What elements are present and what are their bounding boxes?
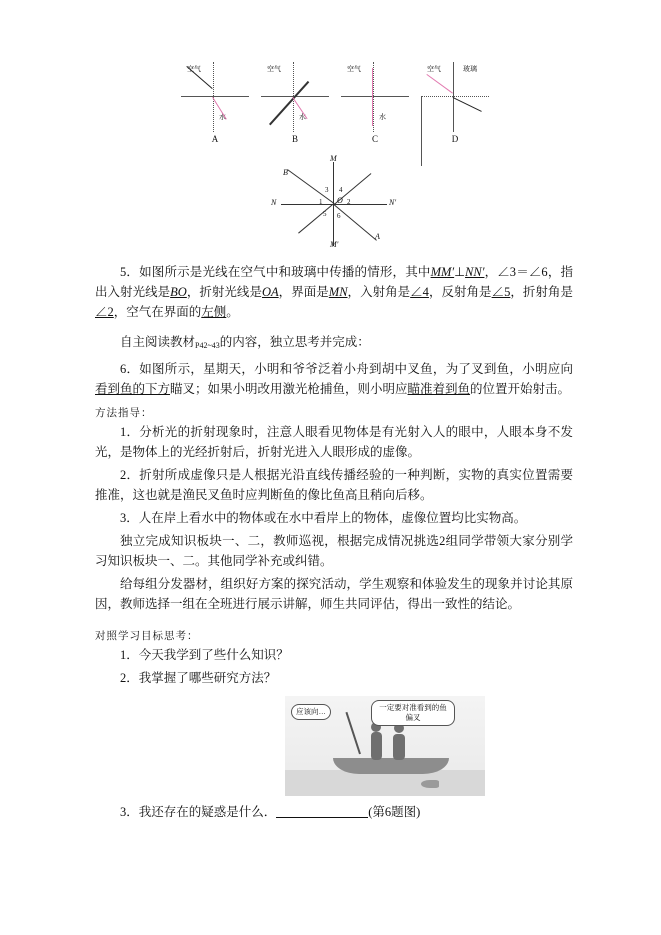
label-water: 水: [379, 114, 386, 121]
q5-text-8: ，空气在界面的: [113, 305, 202, 319]
method-guidance-item-3: 3．人在岸上看水中的物体或在水中看岸上的物体，虚像位置均比实物高。: [120, 511, 527, 525]
label-o: O: [337, 196, 343, 205]
normal-line: [373, 62, 374, 132]
figure-angle-diagram: [259, 156, 409, 252]
angle-1: 1: [319, 198, 323, 206]
method-guidance-item-2: 2．折射所成虚像只是人根据光沿直线传播经验的一种判断，实物的真实位置需要推准，这也就是渔民叉鱼时应判断鱼的像比鱼高且稍向后移。: [95, 468, 573, 502]
page-content: [95, 60, 573, 825]
q5-answer-bo: BO: [170, 285, 187, 299]
cartoon-boat: [333, 758, 449, 774]
q6-text-3: 的位置开始射击。: [470, 382, 571, 396]
q5-answer-left: 左侧: [201, 305, 227, 319]
reading-post: 的内容，独立思考并完成：: [219, 335, 370, 349]
label-n-prime: N': [389, 198, 397, 207]
reflection-item-1: 1．今天我学到了些什么知识？: [120, 648, 289, 662]
reading-pre: 自主阅读教材: [120, 335, 196, 349]
activity-paragraph-2: 给每组分发器材，组织好方案的探究活动，学生观察和体验发生的现象并讨论其原因，教师选择一组在全班进行展示讲解，师生共同评估，得出一致性的结论。: [95, 577, 573, 611]
q5-mm: MM′: [430, 265, 455, 279]
label-b: B: [283, 168, 288, 177]
normal-line: [421, 96, 489, 97]
label-water: 水: [299, 114, 306, 121]
label-n: N: [271, 198, 277, 207]
q5-nn: NN′: [465, 265, 485, 279]
q6-number: 6．: [120, 362, 140, 376]
angle-2: 2: [347, 198, 351, 206]
label-m-prime: M': [330, 240, 339, 249]
ray-lower-left: [298, 203, 334, 233]
cartoon-fish: [421, 780, 439, 788]
label-glass: 玻璃: [463, 66, 477, 73]
cartoon-person-2-body: [393, 734, 405, 760]
reflection-heading: 对照学习目标思考：: [95, 631, 199, 642]
incident-ray: [426, 74, 452, 94]
label-air: 空气: [267, 66, 281, 73]
q5-text-4: ，界面是: [278, 285, 329, 299]
angle-4: 4: [339, 186, 343, 194]
interface-line: [421, 96, 422, 166]
label-air: 空气: [187, 66, 201, 73]
method-guidance-heading: 方法指导：: [95, 408, 153, 419]
activity-paragraph-1: 独立完成知识板块一、二，教师巡视，根据完成情况挑选2组同学带领大家分别学习知识板块一、二。其他同学补充或纠错。: [95, 534, 573, 568]
interface-line: [341, 96, 409, 97]
q5-answer-oa: OA: [261, 285, 279, 299]
figure-caption-6: (第6题图): [368, 805, 421, 819]
vertical-ray: [372, 68, 373, 126]
reflection-item-3: 3．我还存在的疑惑是什么．: [120, 805, 277, 819]
label-a: A: [375, 232, 380, 241]
q5-text-1: 如图所示是光线在空气中和玻璃中传播的情形，其中: [139, 265, 431, 279]
question-5: [95, 262, 573, 322]
optics-case-c: [339, 60, 411, 152]
q5-answer-angle5: ∠5: [491, 285, 511, 299]
q5-text-7: ，折射角是: [510, 285, 573, 299]
q6-text-2: 瞄叉；如果小明改用激光枪捕鱼，则小明应: [170, 382, 408, 396]
q6-answer-2: 瞄准着到鱼: [407, 382, 471, 396]
angle-3: 3: [325, 186, 329, 194]
optics-case-a: [179, 60, 251, 152]
q6-answer-1: 看到鱼的下方: [95, 382, 171, 396]
optics-caption-b: B: [291, 134, 298, 144]
label-air: 空气: [347, 66, 361, 73]
reading-instruction: [95, 332, 573, 356]
q5-text-3: ，折射光线是: [186, 285, 262, 299]
reflection-item-3-line: [95, 802, 573, 822]
q5-perp: ⊥: [454, 265, 466, 279]
ray-oa: [333, 204, 377, 241]
q5-text-2: ，∠3＝∠6，指出入射光线是: [95, 265, 573, 299]
method-guidance-item-1: 1．分析光的折射现象时，注意人眼看见物体是有光射入人的眼中，人眼本身不发光，是物体上的光经折射后，折射光进入人眼形成的虚像。: [95, 425, 573, 459]
optics-case-d: [419, 60, 491, 152]
label-m: M: [330, 154, 337, 163]
refracted-ray: [453, 97, 482, 112]
cartoon-spear: [345, 712, 360, 754]
figure-optics-four-cases: [179, 60, 489, 152]
q5-answer-angle4: ∠4: [410, 285, 429, 299]
cartoon-figure-wrapper: [95, 696, 573, 800]
q6-text-1: 如图所示，星期天，小明和爷爷泛着小舟到胡中叉鱼，为了叉到鱼，小明应向: [139, 362, 573, 376]
q5-answer-mn: MN: [328, 285, 348, 299]
q5-text-6: ，反射角是: [428, 285, 492, 299]
cartoon-speech-bubble-left: 应该向…: [291, 704, 331, 720]
question-6: [95, 359, 573, 399]
q5-text-9: 。: [226, 305, 239, 319]
optics-case-b: [259, 60, 331, 152]
cartoon-fishing-illustration: [285, 696, 485, 796]
optics-caption-a: A: [211, 134, 219, 144]
answer-blank-line: [276, 817, 368, 818]
reading-pages: P42~43: [195, 341, 220, 350]
q5-answer-angle2: ∠2: [95, 305, 114, 319]
angle-5: 5: [323, 210, 327, 218]
optics-caption-c: C: [371, 134, 378, 144]
angle-6: 6: [337, 212, 341, 220]
cartoon-speech-bubble-right: 一定要对准看到的鱼偏叉: [371, 700, 455, 726]
q5-text-5: ，入射角是: [347, 285, 411, 299]
optics-caption-d: D: [451, 134, 459, 144]
cartoon-person-1-body: [371, 732, 382, 760]
label-water: 水: [219, 114, 226, 121]
reflection-item-2: 2．我掌握了哪些研究方法？: [120, 671, 277, 685]
q5-number: 5．: [120, 265, 140, 279]
label-air: 空气: [427, 66, 441, 73]
interface-line: [181, 96, 249, 97]
